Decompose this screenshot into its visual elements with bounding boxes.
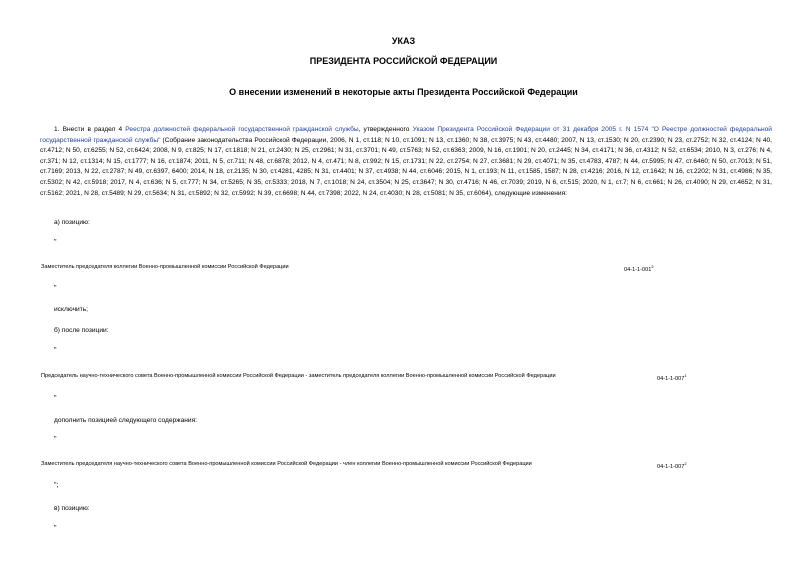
position-1-name: Заместитель председателя коллегии Военно-промышленной комиссии Российской Федерации xyxy=(41,264,289,270)
quote-open-3: " xyxy=(54,436,57,443)
quote-close-2: " xyxy=(54,395,57,402)
position-3-code-text: 04-1-1-007 xyxy=(657,463,685,470)
item-c: в) позицию: xyxy=(54,505,90,512)
paragraph-1 xyxy=(40,125,772,199)
position-2-code xyxy=(657,373,687,382)
add-position-text: дополнить позицией следующего содержания: xyxy=(54,417,197,424)
item-a: а) позицию: xyxy=(54,219,90,226)
paragraph-1-text-a: 1. Внести в раздел 4 xyxy=(54,126,126,133)
item-b: б) после позиции: xyxy=(54,327,109,334)
decree-1574-link[interactable]: Указом Президента Российской Федерации от 31 декабря 2005 г. N 1574 "О Реестре должностей федеральной государственной гражданской службы" xyxy=(40,126,772,144)
registry-link[interactable]: Реестра должностей федеральной государственной гражданской службы xyxy=(125,126,359,133)
position-1-code xyxy=(624,264,654,273)
exclude-text: исключить; xyxy=(54,306,88,313)
position-2-code-index: 1 xyxy=(684,373,687,378)
quote-open-2: " xyxy=(54,347,57,354)
decree-title: УКАЗ xyxy=(391,36,416,46)
decree-subtitle: ПРЕЗИДЕНТА РОССИЙСКОЙ ФЕДЕРАЦИИ xyxy=(309,56,498,66)
position-3-code-index: 2 xyxy=(684,461,687,466)
position-2-name: Председатель научно-технического совета Военно-промышленной комиссии Российской Федерации - заместитель председателя коллегии Военно-промышленной комиссии Российской Федерации xyxy=(41,373,556,379)
position-3-code xyxy=(657,461,687,470)
paragraph-1-text-c: (Собрание законодательства Российской Федерации, 2006, N 1, ст.118; N 10, ст.1091; N 13, ст.1360; N 38, ст.3975; N 43, ст.4480; 2007, N 13, ст.1530; N 20, ст.2390; N 23, ст.2752; N 32, ст.4124; N 40, ст.4712; N 50, ст.6255; N 52, ст.6424; 2008, N 9, ст.825; N 17, ст.1818; N 21, ст.2430; N 25, ст.2961; N 31, ст.3701; N 49, ст.5763; N 52, ст.6363; 2009, N 16, ст.1901; N 20, ст.2445; N 34, ст.4171; N 36, ст.4312; N 52, ст.6534; 2010, N 3, ст.276; N 4, ст.371; N 12, ст.1314; N 15, ст.1777; N 16, ст.1874; 2011, N 5, ст.711; N 48, ст.6878; 2012, N 4, ст.471; N 8, ст.992; N 15, ст.1731; N 22, ст.2754; N 27, ст.3681; N 29, ст.4071; N 35, ст.4783, 4787; N 44, ст.5995; N 47, ст.6460; N 50, ст.7013; N 51, ст.7169; 2013, N 22, ст.2787; N 49, ст.6397, 6400; 2014, N 18, ст.2135; N 30, ст.4281, 4285; N 31, ст.4401; N 37, ст.4938; N 44, ст.6046; 2015, N 1, ст.193; N 11, ст.1585, 1587; N 28, ст.4216; 2016, N 12, ст.1642; N 16, ст.2202; N 31, ст.4986; N 35, ст.5302; N 42, ст.5918; 2017, N 4, ст.636; N 5, ст.777; N 34, ст.5265; N 35, ст.5333; 2018, N 7, ст.1018; N 24, ст.3504; N 25, ст.3647; N 30, ст.4716; N 46, ст.7039; 2019, N 6, ст.515; 2020, N 1, ст.7; N 6, ст.661; N 26, ст.4090; N 29, ст.4652; N 31, ст.5162; 2021, N 28, ст.5489; N 29, ст.5634; N 31, ст.5892; N 32, ст.5992; N 39, ст.6698; N 44, ст.7398; 2022, N 24, ст.4030; N 28, ст.5081; N 35, ст.6064), следующие изменения: xyxy=(40,136,773,197)
quote-open-4: " xyxy=(54,525,57,532)
position-1-code-index: 2 xyxy=(651,264,654,269)
quote-close-1: " xyxy=(54,285,57,292)
decree-heading: О внесении изменений в некоторые акты Президента Российской Федерации xyxy=(229,87,578,97)
position-2-code-text: 04-1-1-007 xyxy=(657,375,685,382)
position-1-code-text: 04-1-1-001 xyxy=(624,266,652,273)
quote-close-3: "; xyxy=(54,482,59,489)
quote-open-1: " xyxy=(54,239,57,246)
position-3-name: Заместитель председателя научно-технического совета Военно-промышленной комиссии Российской Федерации - член коллегии Военно-промышленной комиссии Российской Федерации xyxy=(41,461,532,467)
paragraph-1-text-b: , утвержденного xyxy=(358,126,413,133)
